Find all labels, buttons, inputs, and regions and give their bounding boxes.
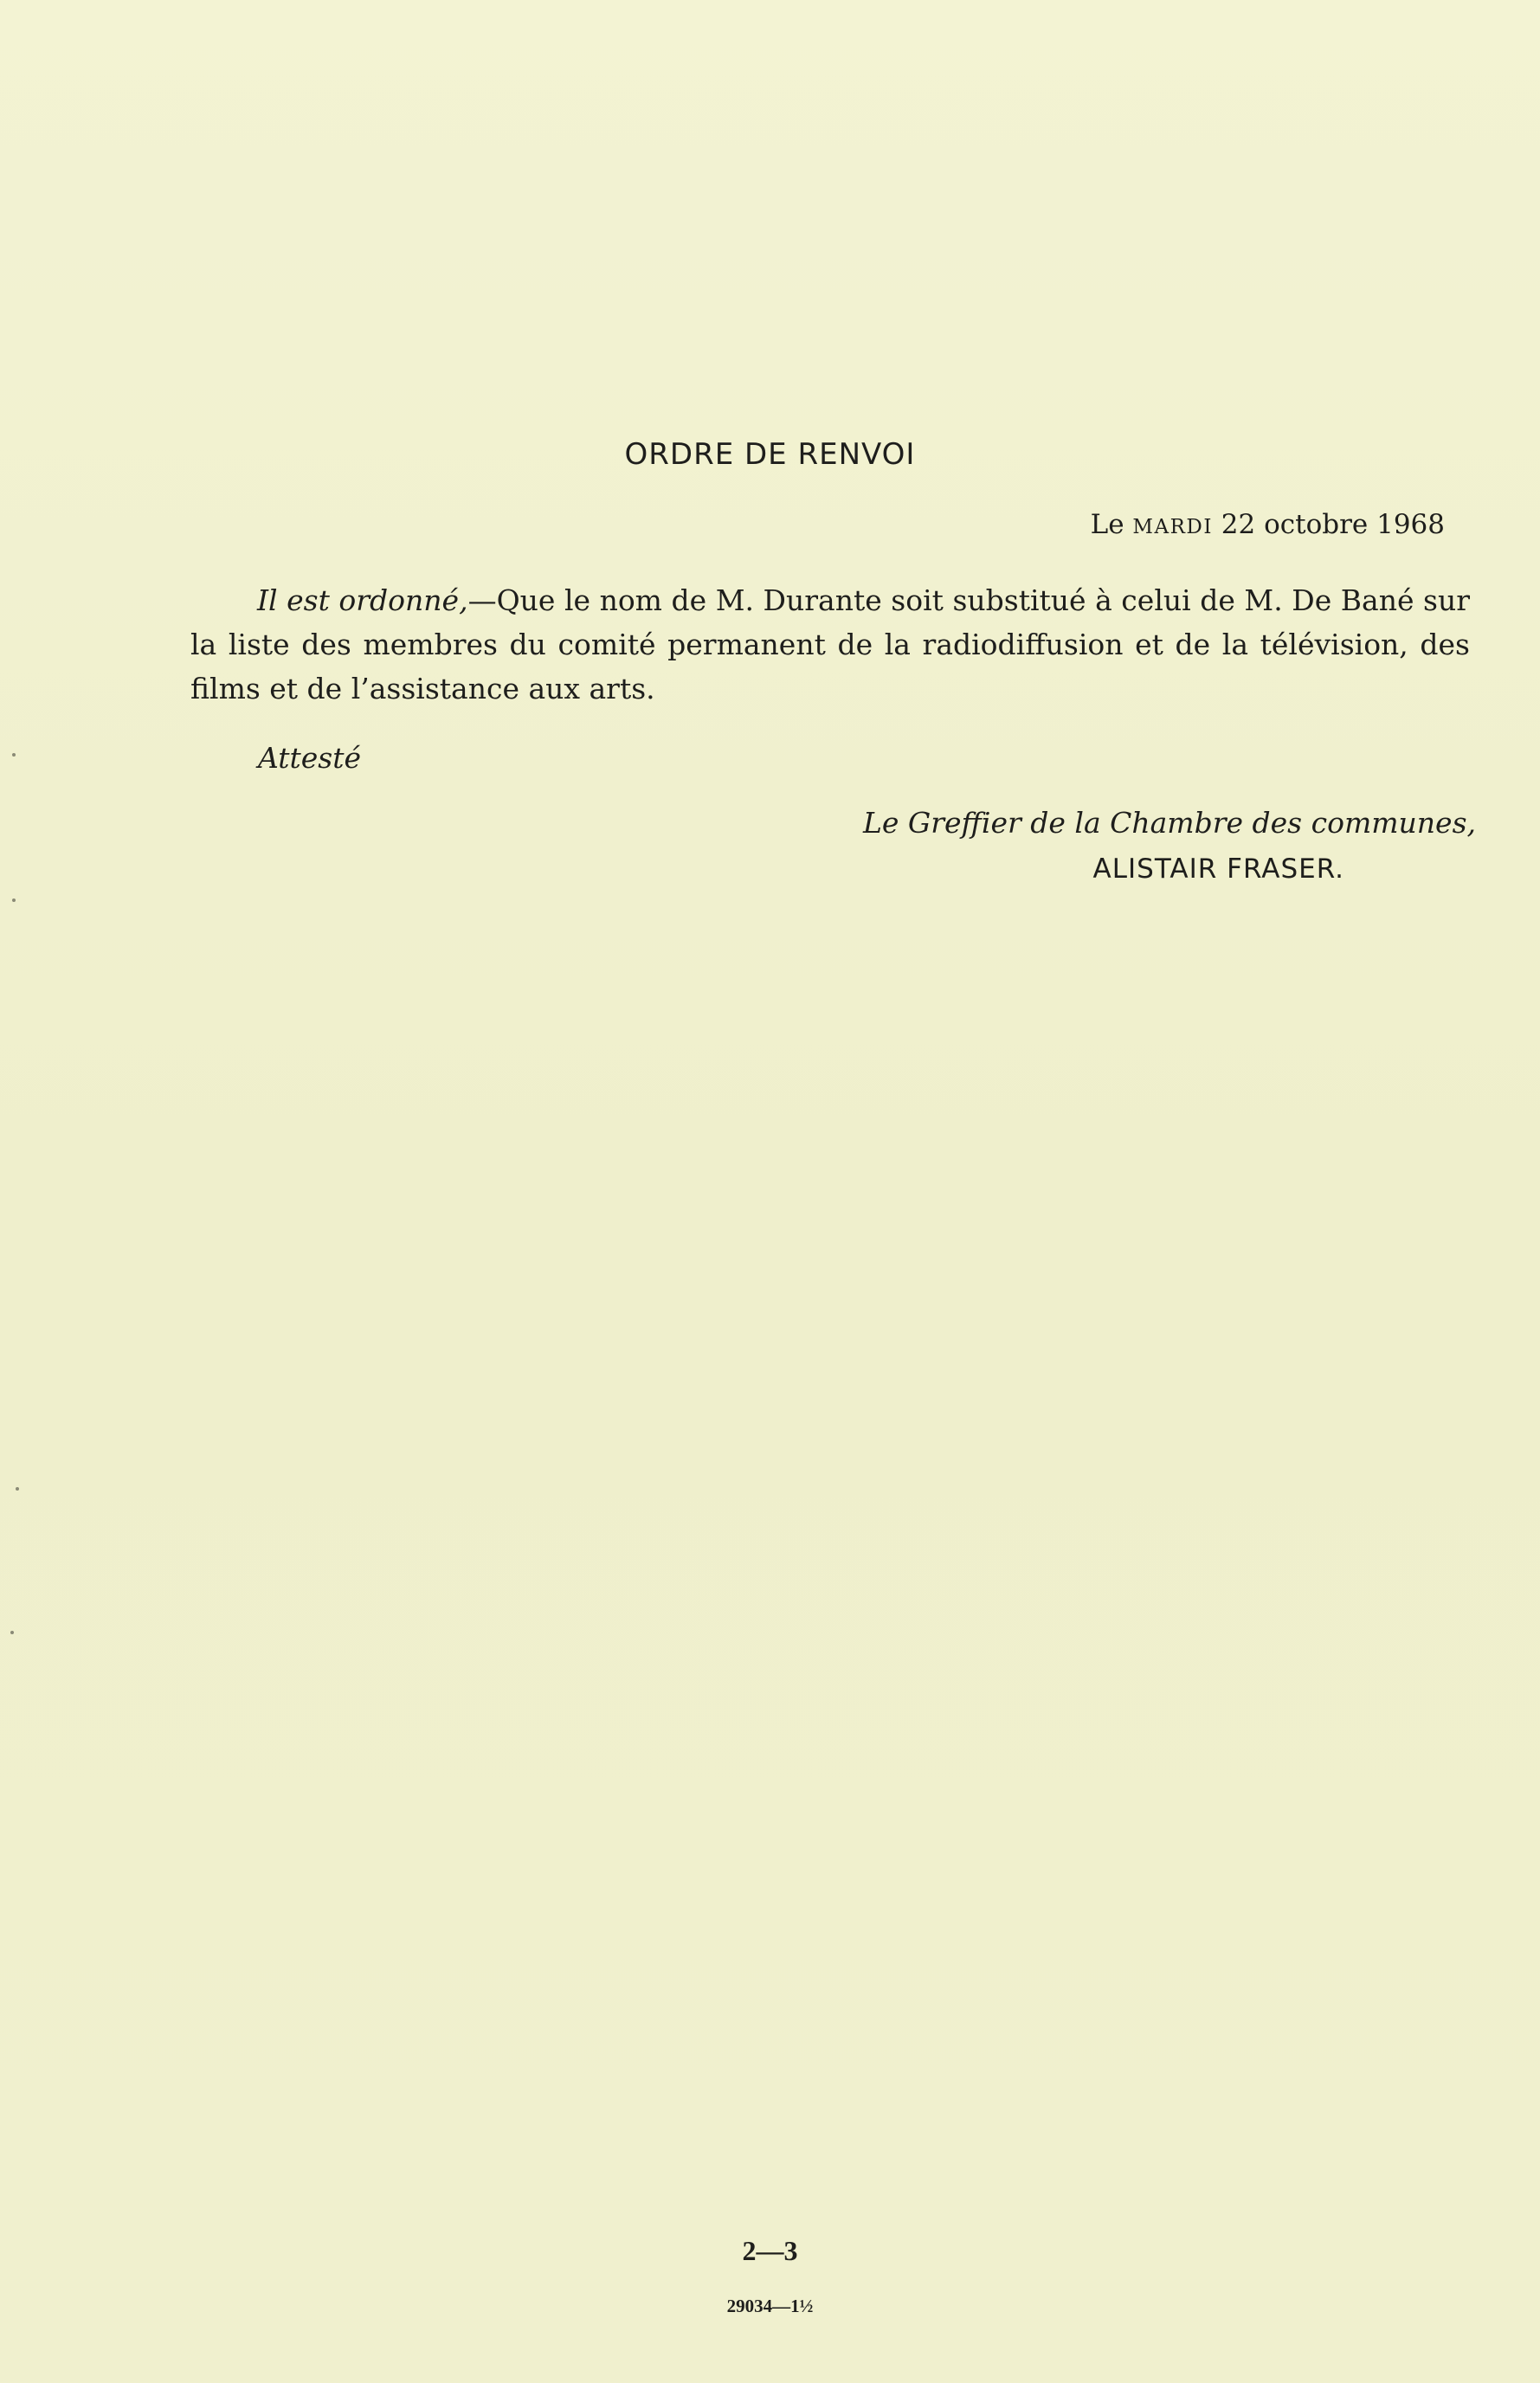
document-heading: ORDRE DE RENVOI <box>624 437 916 472</box>
attested-label: Attesté <box>258 741 362 775</box>
order-text: —Que le nom de M. Durante soit substitué à celui de M. De Bané sur la liste des membres du comité permanent de la radiodiffusion et de la télévision, des films et de l’assistance aux arts. <box>190 583 1470 705</box>
order-paragraph <box>190 578 1470 711</box>
date-line <box>1091 509 1445 540</box>
margin-speck <box>12 898 16 902</box>
margin-speck <box>12 753 16 757</box>
print-code: 29034—1½ <box>726 2296 814 2316</box>
page-number: 2—3 <box>742 2235 798 2266</box>
date-prefix: Le <box>1090 509 1124 540</box>
date-rest: 22 octobre 1968 <box>1221 509 1445 540</box>
margin-speck <box>10 1631 14 1634</box>
signatory-title: Le Greffier de la Chambre des communes, <box>862 806 1476 840</box>
date-day: MARDI <box>1132 516 1213 538</box>
order-lead: Il est ordonné, <box>257 583 468 617</box>
margin-speck <box>16 1487 19 1491</box>
signatory-name: ALISTAIR FRASER. <box>1092 853 1344 885</box>
